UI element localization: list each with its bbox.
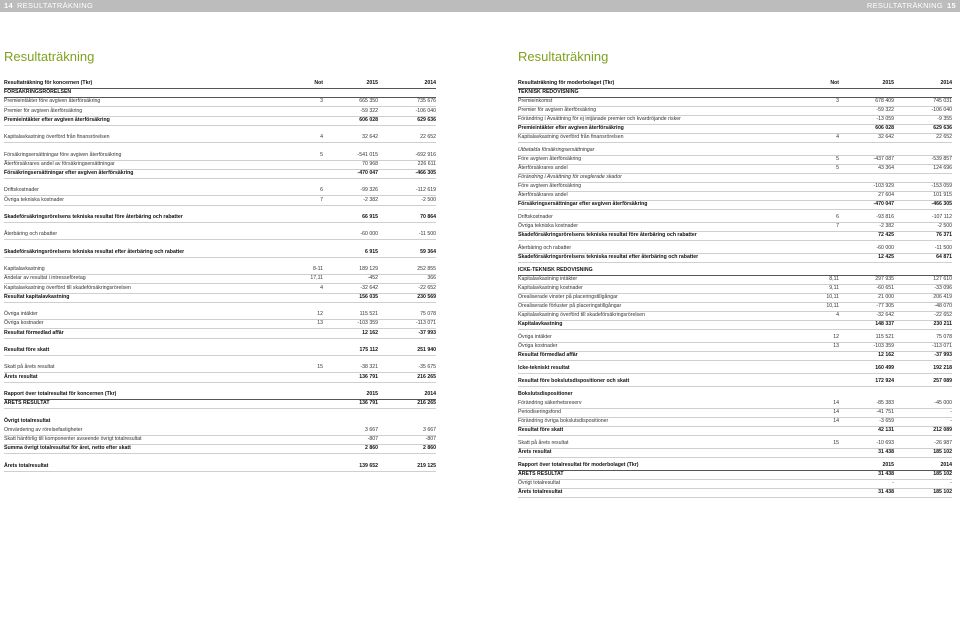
row-value-2014: -466 305 <box>415 170 436 176</box>
row-value-2015: -437 087 <box>873 156 894 162</box>
row-value-2015: 606 028 <box>875 125 894 131</box>
row-note: 12 <box>317 311 323 318</box>
row-note: 9,11 <box>829 285 839 291</box>
row-note: 10,11 <box>826 303 839 309</box>
row-value-2015: -59 322 <box>876 107 894 113</box>
row-value-2015: 32 642 <box>362 134 378 141</box>
row-value-2014: -22 652 <box>934 312 952 318</box>
row-note: 3 <box>320 98 323 105</box>
table-row <box>4 329 436 339</box>
row-value-2015: 21 000 <box>878 294 894 300</box>
table-row <box>518 133 952 143</box>
row-label: Resultaträkning för moderbolaget (Tkr) <box>518 80 615 86</box>
row-value-2014: -153 059 <box>931 183 952 189</box>
row-note: 4 <box>320 134 323 141</box>
row-value-2014: 2014 <box>424 80 436 86</box>
row-note: 6 <box>836 214 839 220</box>
table-row <box>4 230 436 240</box>
row-value-2014: 230 569 <box>417 293 436 300</box>
row-value-2015: 665 350 <box>359 98 378 105</box>
row-value-2015: -470 047 <box>873 201 894 207</box>
row-note: 14 <box>833 400 839 406</box>
row-label: Årets resultat <box>4 373 38 380</box>
row-note: 4 <box>320 284 323 291</box>
row-value-2015: -103 929 <box>873 183 894 189</box>
row-label: Resultaträkning för koncernen (Tkr) <box>4 80 93 86</box>
row-note: 7 <box>836 223 839 229</box>
row-value-2015: 12 425 <box>878 254 894 260</box>
row-note: 4 <box>836 134 839 140</box>
row-label: Resultat före skatt <box>4 347 50 353</box>
row-value-2015: 31 438 <box>878 449 894 455</box>
row-label: Övriga tekniska kostnader <box>518 223 578 229</box>
row-value-2015: 172 924 <box>875 378 894 384</box>
row-value-2015: -541 015 <box>357 151 378 158</box>
row-label: Bokslutsdispositioner <box>518 391 573 397</box>
row-label: Före avgiven återförsäkring <box>518 183 582 189</box>
row-value-2014: 59 364 <box>420 248 436 255</box>
row-value-2015: 115 521 <box>875 334 894 340</box>
row-value-2014: -466 305 <box>931 201 952 207</box>
row-label: Premier för avgiven återförsäkring <box>4 107 83 114</box>
row-value-2014: 101 915 <box>933 192 952 198</box>
header-right <box>867 0 956 12</box>
row-label: Övrigt totalresultat <box>518 480 561 486</box>
table-row <box>4 248 436 258</box>
row-value-2014: 3 667 <box>423 426 436 433</box>
row-value-2015: 115 521 <box>359 311 378 318</box>
row-value-2014: -22 652 <box>418 284 436 291</box>
row-note: 5 <box>320 151 323 158</box>
row-label: Skadeförsäkringsrörelsens tekniska resultat före återbäring och rabatter <box>4 214 183 220</box>
row-value-2015: -13 059 <box>876 116 894 122</box>
row-label: Skadeförsäkringsrörelsens tekniska resultat efter återbäring och rabatter <box>4 248 185 255</box>
row-value-2015: 2015 <box>882 80 894 86</box>
table-row <box>518 364 952 374</box>
row-label: Förändring övriga bokslutsdispositioner <box>518 418 609 424</box>
row-value-2014: 216 265 <box>417 373 436 380</box>
table-row <box>518 200 952 210</box>
row-value-2015: 6 915 <box>365 248 378 255</box>
row-label: Övriga tekniska kostnader <box>4 196 64 203</box>
row-value-2014: 2 860 <box>423 445 436 452</box>
row-label: Andelar av resultat i intresseföretag <box>4 275 86 282</box>
row-value-2014: 185 102 <box>933 489 952 495</box>
row-value-2015: 12 162 <box>362 329 378 336</box>
table-row <box>518 390 952 399</box>
row-value-2015: -60 000 <box>360 231 378 238</box>
row-value-2015: 42 131 <box>878 427 894 433</box>
row-value-2015: -38 321 <box>360 364 378 371</box>
row-value-2014: -107 112 <box>931 214 952 220</box>
row-value-2014: -113 071 <box>931 343 952 349</box>
row-value-2014: -35 675 <box>418 364 436 371</box>
row-label: Omvärdering av rörelsefastigheter <box>4 426 83 433</box>
row-value-2014: 257 089 <box>933 378 952 384</box>
table-row <box>4 462 436 472</box>
row-label: Premier för avgiven återförsäkring <box>518 107 597 113</box>
row-label: Skatt på årets resultat <box>4 364 55 371</box>
row-value-2015: -85 383 <box>876 400 894 406</box>
row-value-2014: -37 993 <box>418 329 436 336</box>
table-row <box>4 399 436 409</box>
row-label: Resultat före skatt <box>518 427 564 433</box>
row-value-2014: -11 500 <box>934 245 952 251</box>
row-note: 13 <box>833 343 839 349</box>
row-value-2015: -3 659 <box>879 418 894 424</box>
row-value-2015: 175 112 <box>359 347 378 353</box>
row-value-2014: -9 355 <box>937 116 952 122</box>
row-label: FÖRSÄKRINGSRÖRELSEN <box>4 89 72 96</box>
row-label: ÅRETS RESULTAT <box>4 400 50 407</box>
row-value-2015: 160 499 <box>875 365 894 371</box>
row-label: Försäkringsersättningar efter avgiven återförsäkring <box>518 201 648 207</box>
header-left <box>4 0 93 12</box>
row-value-2014: 2014 <box>424 391 436 397</box>
row-value-2014: 2014 <box>940 462 952 468</box>
row-note: 4 <box>836 312 839 318</box>
row-note: Not <box>830 80 839 86</box>
row-value-2014: 185 102 <box>933 471 952 477</box>
table-row <box>4 213 436 223</box>
row-value-2014: - <box>950 409 952 415</box>
row-label: Kapitalavkastning överförd från finansrörelsen <box>4 134 110 141</box>
row-label: Orealiserade vinster på placeringstillgångar <box>518 294 618 300</box>
row-label: Driftskostnader <box>4 187 39 194</box>
table-row <box>4 373 436 383</box>
row-label: Årets totalresultat <box>518 489 563 495</box>
row-note: 10,11 <box>826 294 839 300</box>
row-note: 5 <box>836 156 839 162</box>
row-value-2015: -10 693 <box>876 440 894 446</box>
row-label: Premieintäkter efter avgiven återförsäkring <box>4 116 110 123</box>
row-value-2015: 12 162 <box>878 352 894 358</box>
row-label: Premieinkomst <box>518 98 553 104</box>
table-row <box>518 351 952 361</box>
table-row <box>518 426 952 436</box>
row-value-2015: 189 129 <box>359 266 378 273</box>
row-value-2015: 297 935 <box>875 276 894 282</box>
right-page-title: Resultaträkning <box>518 49 609 64</box>
table-row <box>4 293 436 303</box>
row-label: Kapitalavkastning intäkter <box>518 276 578 282</box>
row-value-2014: -807 <box>425 436 436 442</box>
row-value-2015: -59 322 <box>360 107 378 114</box>
row-label: Driftskostnader <box>518 214 553 220</box>
row-value-2015: -32 642 <box>876 312 894 318</box>
row-value-2015: -60 651 <box>876 285 894 291</box>
row-label: Resultat förmedlad affär <box>518 352 578 358</box>
row-value-2015: -103 359 <box>873 343 894 349</box>
row-value-2015: -452 <box>367 275 378 282</box>
row-label: Förändring säkerhetsreserv <box>518 400 582 406</box>
row-value-2015: 2015 <box>366 80 378 86</box>
row-label: Kapitalavkastning kostnader <box>518 285 583 291</box>
table-row <box>518 253 952 263</box>
row-value-2015: -93 816 <box>876 214 894 220</box>
row-label: Försäkringsersättningar före avgiven återförsäkring <box>4 151 122 158</box>
row-label: Årets totalresultat <box>4 462 49 469</box>
row-note: 8-11 <box>313 266 323 273</box>
row-value-2014: 206 419 <box>933 294 952 300</box>
row-value-2015: 32 642 <box>878 134 894 140</box>
row-value-2015: 678 409 <box>875 98 894 104</box>
row-value-2014: -2 500 <box>421 196 436 203</box>
row-value-2015: -103 359 <box>357 320 378 327</box>
row-value-2014: 745 031 <box>933 98 952 104</box>
row-value-2015: 66 915 <box>362 214 378 220</box>
row-value-2014: -2 500 <box>937 223 952 229</box>
row-value-2014: -11 500 <box>418 231 436 238</box>
row-label: Återförsäkrares andel <box>518 192 568 198</box>
row-value-2015: -470 047 <box>357 170 378 176</box>
row-label: Återbäring och rabatter <box>4 231 58 238</box>
page-number-right: 15 <box>947 1 956 10</box>
row-value-2015: -807 <box>367 436 378 442</box>
row-value-2015: 2015 <box>366 391 378 397</box>
row-value-2015: -2 382 <box>363 196 378 203</box>
row-label: Försäkringsersättningar efter avgiven återförsäkring <box>4 170 134 176</box>
table-row <box>4 346 436 356</box>
row-label: Orealiserade förluster på placeringstillgångar <box>518 303 622 309</box>
header-left-title: RESULTATRÄKNING <box>16 1 94 10</box>
table-row <box>4 169 436 179</box>
row-label: Övriga kostnader <box>4 320 44 327</box>
row-value-2014: 76 371 <box>936 232 952 238</box>
row-value-2015: 72 425 <box>878 232 894 238</box>
row-value-2014: -33 096 <box>934 285 952 291</box>
row-label: Övriga intäkter <box>518 334 552 340</box>
row-label: Skatt hänförlig till komponenter avseende övrigt totalresultat <box>4 436 142 442</box>
row-value-2015: 139 652 <box>359 462 378 469</box>
row-label: ICKE-TEKNISK REDOVISNING <box>518 267 593 273</box>
row-label: Årets resultat <box>518 449 552 455</box>
row-value-2014: 212 089 <box>933 427 952 433</box>
table-row <box>4 116 436 126</box>
row-value-2014: -26 987 <box>934 440 952 446</box>
row-value-2014: 124 696 <box>933 165 952 171</box>
row-value-2014: 64 871 <box>936 254 952 260</box>
row-value-2015: -2 382 <box>879 223 894 229</box>
row-note: 12 <box>833 334 839 340</box>
table-row <box>518 377 952 387</box>
row-value-2014: 230 211 <box>933 321 952 327</box>
row-value-2014: 735 676 <box>417 98 436 105</box>
row-label: Återförsäkrares andel av försäkringsersättningar <box>4 160 115 167</box>
row-value-2014: -106 040 <box>415 107 436 114</box>
header-right-title: RESULTATRÄKNING <box>866 1 944 10</box>
row-value-2015: 43 364 <box>878 165 894 171</box>
row-value-2015: 136 791 <box>359 400 378 407</box>
row-value-2015: - <box>892 480 894 486</box>
row-label: Icke-tekniskt resultat <box>518 365 570 371</box>
row-value-2014: - <box>950 480 952 486</box>
row-label: TEKNISK REDOVISNING <box>518 89 579 95</box>
row-value-2014: 219 125 <box>417 462 436 469</box>
row-label: Förändring i Avsättning för ej intjänade premier och kvardröjande risker <box>518 116 681 122</box>
row-label: Skadeförsäkringsrörelsens tekniska resultat efter återbäring och rabatter <box>518 254 699 260</box>
table-row <box>4 417 436 426</box>
row-label: Skadeförsäkringsrörelsens tekniska resultat före återbäring och rabatter <box>518 232 697 238</box>
row-label: Kapitalavkastning överförd från finansrörelsen <box>518 134 624 140</box>
row-note: 15 <box>833 440 839 446</box>
table-row <box>4 444 436 454</box>
row-label: Kapitalavkastning <box>4 266 45 273</box>
row-value-2015: 31 438 <box>878 471 894 477</box>
row-value-2014: -692 916 <box>415 151 436 158</box>
table-row <box>4 133 436 143</box>
row-label: Resultat förmedlad affär <box>4 329 64 336</box>
row-label: Periodiseringsfond <box>518 409 561 415</box>
row-label: Återbäring och rabatter <box>518 245 572 251</box>
row-label: Resultat före bokslutsdispositioner och skatt <box>518 378 630 384</box>
row-label: Premieintäkter före avgiven återförsäkring <box>4 98 101 105</box>
row-value-2014: -106 040 <box>931 107 952 113</box>
row-value-2014: -112 619 <box>415 187 436 194</box>
row-value-2015: -32 642 <box>360 284 378 291</box>
row-value-2015: 27 604 <box>878 192 894 198</box>
row-label: Övriga intäkter <box>4 311 38 318</box>
row-label: Resultat kapitalavkastning <box>4 293 70 300</box>
row-label: Kapitalavkastning <box>518 321 563 327</box>
row-value-2014: -45 000 <box>934 400 952 406</box>
row-value-2014: 366 <box>427 275 436 282</box>
page-header-bar <box>0 0 960 12</box>
row-value-2014: 226 611 <box>417 160 436 167</box>
row-value-2014: 2014 <box>940 80 952 86</box>
row-value-2014: 127 610 <box>933 276 952 282</box>
row-value-2015: 136 791 <box>359 373 378 380</box>
row-value-2015: -99 326 <box>360 187 378 194</box>
table-row <box>518 448 952 458</box>
row-label: Premieintäkter efter avgiven återförsäkring <box>518 125 624 131</box>
row-label: Rapport över totalresultat för moderbolaget (Tkr) <box>518 462 639 468</box>
row-value-2015: -60 000 <box>876 245 894 251</box>
row-value-2015: -77 305 <box>876 303 894 309</box>
row-label: Summa övrigt totalresultat för året, netto efter skatt <box>4 445 131 452</box>
page-number-left: 14 <box>4 1 13 10</box>
row-value-2015: 70 968 <box>362 160 378 167</box>
row-value-2014: 251 940 <box>417 347 436 353</box>
row-label: Övrigt totalresultat <box>4 417 51 424</box>
table-row <box>518 231 952 241</box>
row-note: 5 <box>836 165 839 171</box>
row-label: Övriga kostnader <box>518 343 558 349</box>
row-value-2014: -539 857 <box>931 156 952 162</box>
row-note: 15 <box>317 364 323 371</box>
row-note: 3 <box>836 98 839 104</box>
row-note: 6 <box>320 187 323 194</box>
row-value-2014: 629 636 <box>417 116 436 123</box>
row-value-2015: 148 337 <box>875 321 894 327</box>
row-value-2014: 216 265 <box>417 400 436 407</box>
row-value-2014: -48 070 <box>934 303 952 309</box>
row-value-2015: 2 860 <box>365 445 378 452</box>
row-value-2014: 22 652 <box>936 134 952 140</box>
table-row <box>4 196 436 206</box>
table-row <box>518 488 952 498</box>
row-note: 8,11 <box>829 276 839 282</box>
table-row <box>518 320 952 330</box>
row-note: 13 <box>317 320 323 327</box>
row-value-2014: 192 218 <box>933 365 952 371</box>
row-value-2014: 22 652 <box>420 134 436 141</box>
row-value-2014: -37 993 <box>934 352 952 358</box>
row-note: 14 <box>833 409 839 415</box>
left-page-title: Resultaträkning <box>4 49 95 64</box>
row-label: Återförsäkrares andel <box>518 165 568 171</box>
row-value-2014: 629 636 <box>933 125 952 131</box>
row-note: 14 <box>833 418 839 424</box>
row-value-2015: 606 028 <box>359 116 378 123</box>
row-value-2014: - <box>950 418 952 424</box>
row-value-2015: -41 751 <box>876 409 894 415</box>
row-value-2014: 70 864 <box>420 214 436 220</box>
row-value-2014: 252 855 <box>417 266 436 273</box>
row-value-2014: 75 078 <box>936 334 952 340</box>
row-label: Förändring i Avsättning för oreglerade skador <box>518 174 622 180</box>
row-label: Rapport över totalresultat för koncernen (Tkr) <box>4 391 117 397</box>
row-value-2015: 156 035 <box>359 293 378 300</box>
row-label: ÅRETS RESULTAT <box>518 471 564 477</box>
row-value-2015: 3 667 <box>365 426 378 433</box>
row-value-2015: 31 438 <box>878 489 894 495</box>
row-note: Not <box>314 80 323 86</box>
row-label: Kapitalavkastning överförd till skadeförsäkringsrörelsen <box>4 284 131 291</box>
row-note: 7 <box>320 196 323 203</box>
row-value-2014: 75 078 <box>420 311 436 318</box>
row-label: Före avgiven återförsäkring <box>518 156 582 162</box>
row-label: Skatt på årets resultat <box>518 440 569 446</box>
row-label: Utbetalda försäkringsersättningar <box>518 147 595 153</box>
row-label: Kapitalavkastning överförd till skadeförsäkringsrörelsen <box>518 312 645 318</box>
row-note: 17,11 <box>310 275 323 282</box>
row-value-2015: 2015 <box>882 462 894 468</box>
row-value-2014: -113 071 <box>415 320 436 327</box>
row-value-2014: 185 102 <box>933 449 952 455</box>
